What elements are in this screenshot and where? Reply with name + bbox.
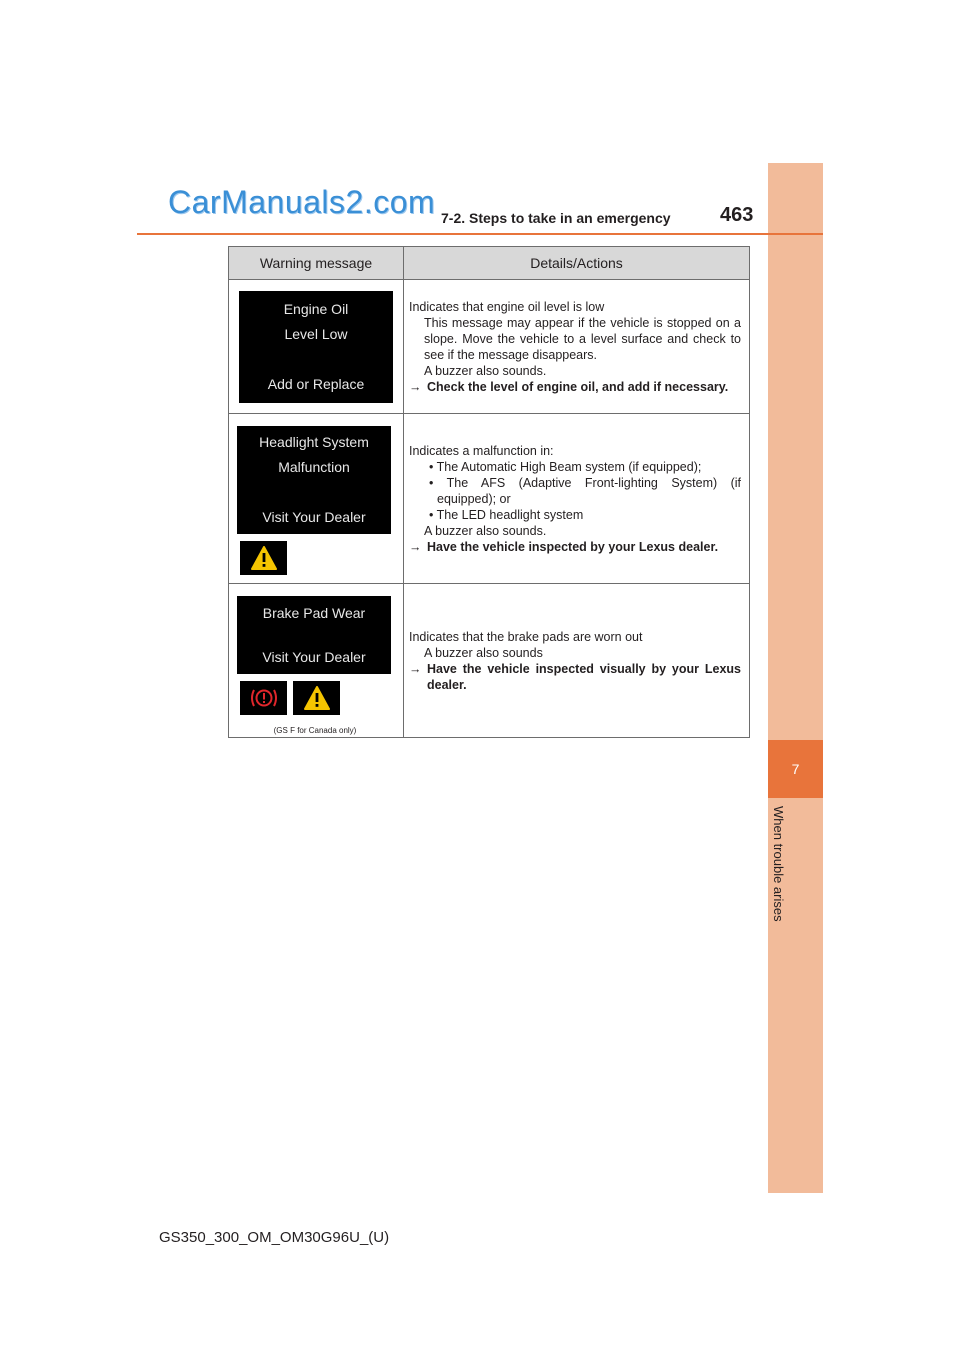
details-cell [404, 584, 750, 738]
warning-table [228, 246, 750, 738]
action-label: Have the vehicle inspected visually by your Lexus dealer. [427, 661, 741, 692]
table-row [229, 584, 750, 738]
display-line: Visit Your Dealer [262, 648, 366, 665]
chapter-number: 7 [768, 740, 823, 798]
display-line: Brake Pad Wear [262, 604, 366, 621]
action-label: Have the vehicle inspected by your Lexus dealer. [427, 539, 719, 554]
headlight-display [237, 426, 391, 534]
arrow-right-icon: → [409, 379, 422, 394]
table-header-row [229, 247, 750, 280]
details-cell [404, 414, 750, 584]
details-intro: Indicates that engine oil level is low [409, 299, 605, 314]
display-line: Engine Oil [283, 300, 349, 317]
display-line: Headlight System [259, 433, 369, 450]
display-line: Malfunction [278, 458, 350, 475]
display-line: Visit Your Dealer [262, 508, 366, 525]
warning-image-cell [229, 584, 404, 738]
details-bullet: • The LED headlight system [429, 507, 584, 522]
table-row [229, 280, 750, 414]
display-line [237, 624, 391, 646]
column-header: Warning message [229, 247, 404, 280]
warning-image-cell [229, 414, 404, 584]
brake-warning-icon [249, 687, 279, 709]
display-line [237, 480, 391, 505]
bullet-text: The LED headlight system [436, 507, 584, 522]
details-cell [404, 280, 750, 414]
warning-triangle-icon [251, 546, 277, 570]
brake-pad-display [237, 596, 391, 674]
master-warning-icon-box [293, 681, 340, 715]
action-text [409, 539, 741, 555]
action-label: Check the level of engine oil, and add if necessary. [427, 379, 729, 394]
bullet-text: The Automatic High Beam system (if equipped); [436, 459, 702, 474]
section-title: 7-2. Steps to take in an emergency [441, 210, 671, 226]
arrow-right-icon: → [409, 539, 422, 554]
brake-warning-icon-box [240, 681, 287, 715]
details-intro: Indicates a malfunction in: [409, 443, 554, 458]
icon-caption: (GS F for Canada only) [273, 725, 357, 735]
details-intro: Indicates that the brake pads are worn out [409, 629, 643, 644]
display-line [239, 347, 393, 372]
column-header: Details/Actions [404, 247, 750, 280]
bullet-text: The AFS (Adaptive Front-lighting System) (if equipped); or [437, 475, 742, 506]
details-line: A buzzer also sounds. [424, 363, 547, 378]
warning-image-cell [229, 280, 404, 414]
display-line: Add or Replace [267, 375, 365, 392]
arrow-right-icon: → [409, 661, 422, 676]
warning-triangle-icon [304, 686, 330, 710]
action-text [409, 661, 741, 693]
side-tab [768, 163, 823, 1193]
engine-oil-display [239, 291, 393, 403]
details-bullet: • The Automatic High Beam system (if equipped); [429, 459, 702, 474]
display-line: Level Low [284, 325, 348, 342]
header-rule [137, 233, 823, 235]
document-code: GS350_300_OM_OM30G96U_(U) [159, 1229, 390, 1246]
details-line: A buzzer also sounds [424, 645, 543, 660]
action-text [409, 379, 741, 395]
details-line: This message may appear if the vehicle is stopped on a slope. Move the vehicle to a level surface and check to see if the message disappears. [424, 315, 741, 362]
table-row [229, 414, 750, 584]
page-number: 463 [720, 204, 754, 226]
master-warning-icon-box [240, 541, 287, 575]
details-bullet: • The AFS (Adaptive Front-lighting System) (if equipped); or [429, 475, 742, 506]
chapter-title: When trouble arises [771, 806, 786, 922]
watermark-logo: CarManuals2.com [168, 184, 436, 220]
details-line: A buzzer also sounds. [424, 523, 547, 538]
